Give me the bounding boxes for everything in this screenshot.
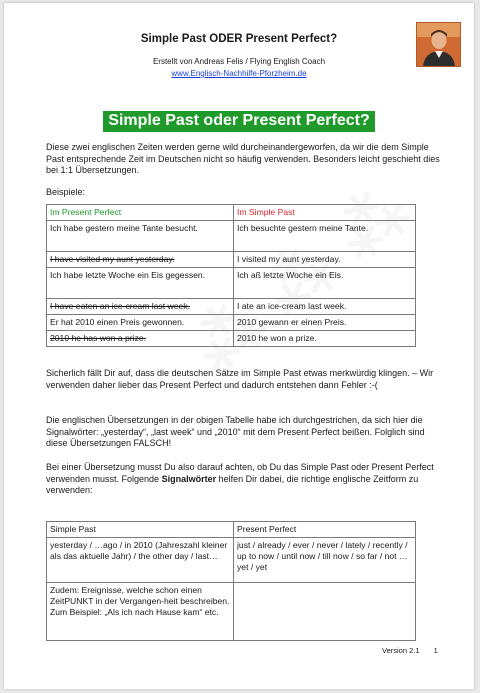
paragraph-strikethrough-note: Die englischen Übersetzungen in der obigen Tabelle habe ich durchgestrichen, da sich hier die Signalwörter: „yesterday“, „last week“ und „2010“ mit dem Present Perfect beißen. Folglich sind diese Übersetzungen FALSCH! bbox=[46, 415, 425, 448]
table-cell: Ich habe letzte Woche ein Eis gegessen. bbox=[47, 268, 234, 299]
table-row bbox=[47, 252, 416, 268]
signal-words-table bbox=[46, 521, 416, 641]
table-row bbox=[47, 583, 416, 641]
page-footer bbox=[382, 646, 438, 655]
table-cell-struck: I have visited my aunt yesterday. bbox=[47, 252, 234, 268]
table-cell: Er hat 2010 einen Preis gewonnen. bbox=[47, 315, 234, 331]
table-cell: just / already / ever / never / lately / recently / up to now / until now / till now / so far / not … yet / yet bbox=[234, 538, 416, 583]
table-cell: Ich besuchte gestern meine Tante. bbox=[234, 221, 416, 252]
table-cell: Ich habe gestern meine Tante besucht. bbox=[47, 221, 234, 252]
version-label: Version 2.1 bbox=[382, 646, 420, 655]
paragraph-signal-words bbox=[46, 462, 441, 497]
table-cell: I ate an ice-cream last week. bbox=[234, 299, 416, 315]
website-link[interactable]: www.Englisch-Nachhilfe-Pforzheim.de bbox=[171, 69, 307, 78]
table-header-row bbox=[47, 522, 416, 538]
table-cell: I visited my aunt yesterday. bbox=[234, 252, 416, 268]
table-cell: Ich aß letzte Woche ein Eis. bbox=[234, 268, 416, 299]
table-cell: 2010 gewann er einen Preis. bbox=[234, 315, 416, 331]
table-cell: Zudem: Ereignisse, welche schon einen ZeitPUNKT in der Vergangen-heit beschreiben. Zum Beispiel: „Als ich nach Hause kam“ etc. bbox=[47, 583, 234, 641]
table-header-row bbox=[47, 205, 416, 221]
examples-label: Beispiele: bbox=[46, 187, 86, 197]
table-cell-struck: 2010 he has won a prize. bbox=[47, 331, 234, 347]
header-present-perfect: Im Present Perfect bbox=[47, 205, 234, 221]
intro-paragraph: Diese zwei englischen Zeiten werden gerne wild durcheinandergeworfen, da wir die dem Simple Past entsprechende Zeit im Deutschen nicht so häufig verwenden. Besonders leicht geschieht dies bei 1:1 Übersetzungen. bbox=[46, 142, 440, 175]
author-photo-icon bbox=[417, 23, 460, 66]
table-cell-struck: I have eaten an ice-cream last week. bbox=[47, 299, 234, 315]
table-row bbox=[47, 299, 416, 315]
page-number: 1 bbox=[433, 646, 438, 655]
table-row bbox=[47, 315, 416, 331]
document-page bbox=[4, 3, 474, 689]
table-row bbox=[47, 331, 416, 347]
signal-words-bold: Signalwörter bbox=[161, 473, 217, 484]
para-text: helfen Dir dabei, die richtige englische Zeitform zu verwenden: bbox=[46, 473, 419, 495]
para-text: Bei einer Übersetzung musst Du also darauf achten, ob Du das Simple Past oder Present Perfect verwenden musst. Folgende bbox=[46, 462, 434, 484]
author-avatar bbox=[416, 22, 461, 67]
header-present-perfect: Present Perfect bbox=[234, 522, 416, 538]
section-banner: Simple Past oder Present Perfect? bbox=[103, 111, 374, 132]
header-simple-past: Simple Past bbox=[47, 522, 234, 538]
table-cell: 2010 he won a prize. bbox=[234, 331, 416, 347]
paragraph-observation: Sicherlich fällt Dir auf, dass die deutschen Sätze im Simple Past etwas merkwürdig klingen. – Wir verwenden daher lieber das Present Perfect und dadurch entstehen dann Fehler :-( bbox=[46, 368, 434, 390]
examples-table bbox=[46, 204, 416, 347]
table-row bbox=[47, 268, 416, 299]
header-simple-past: Im Simple Past bbox=[234, 205, 416, 221]
table-row bbox=[47, 538, 416, 583]
author-line: Erstellt von Andreas Felis / Flying English Coach bbox=[152, 57, 326, 66]
page-title: Simple Past ODER Present Perfect? bbox=[140, 33, 338, 45]
banner-wrap bbox=[4, 111, 474, 132]
table-cell: yesterday / …ago / in 2010 (Jahreszahl kleiner als das aktuelle Jahr) / the other day / last… bbox=[47, 538, 234, 583]
table-cell bbox=[234, 583, 416, 641]
table-row bbox=[47, 221, 416, 252]
